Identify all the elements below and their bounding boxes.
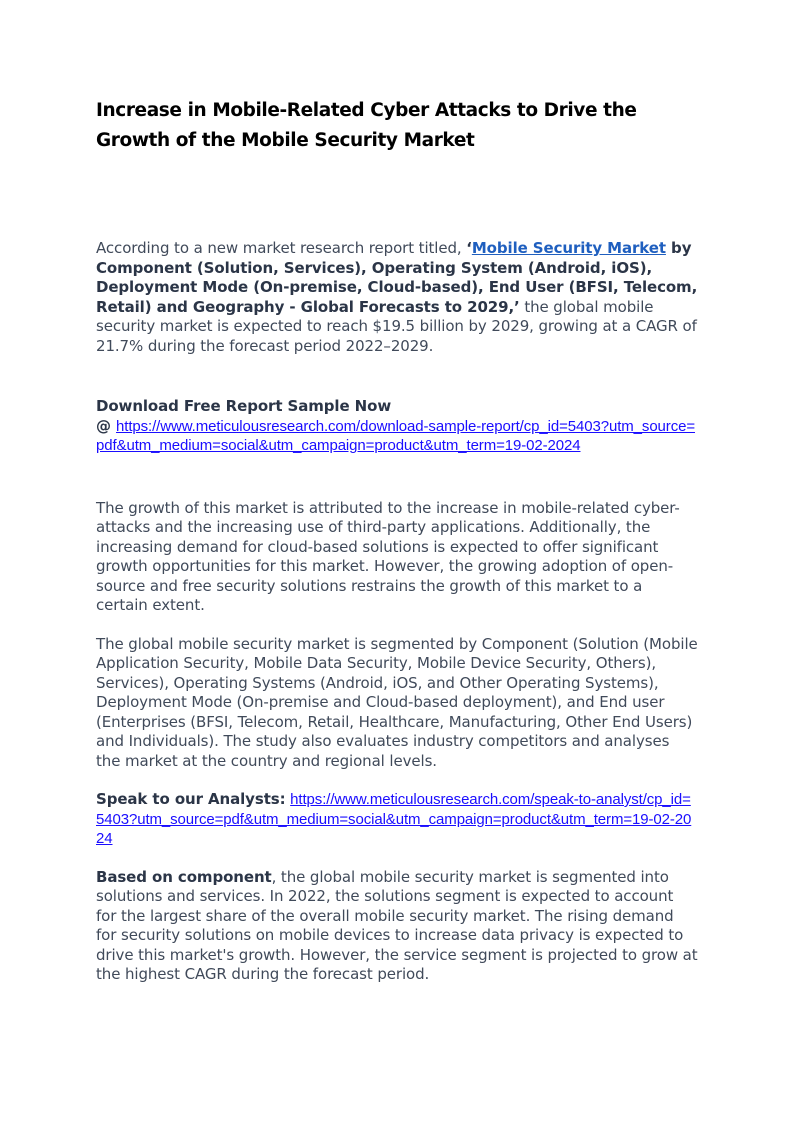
component-bold: Based on component bbox=[96, 867, 272, 886]
component-paragraph bbox=[96, 868, 698, 985]
growth-paragraph: The growth of this market is attributed to the increase in mobile-related cyber-attacks and the increasing use of third-party applications. Additionally, the increasing demand for cloud-based solutions is expected to offer significant growth opportunities for this market. However, the growing adoption of open-source and free security solutions restrains the growth of this market to a certain extent. bbox=[96, 498, 680, 614]
intro-paragraph bbox=[96, 239, 698, 356]
download-sample-link[interactable]: https://www.meticulousresearch.com/download-sample-report/cp_id=5403?utm_source=pdf&utm_medium=social&utm_campaign=product&utm_term=19-02-2024 bbox=[96, 417, 695, 454]
component-text: , the global mobile security market is segmented into solutions and services. In 2022, the solutions segment is expected to account for the largest share of the overall mobile security market. The rising demand for security solutions on mobile devices to increase data privacy is expected to drive this market's growth. However, the service segment is projected to grow at the highest CAGR during the forecast period. bbox=[96, 867, 698, 983]
page-title: Increase in Mobile-Related Cyber Attacks to Drive the Growth of the Mobile Security Market bbox=[96, 100, 637, 151]
download-at: @ bbox=[96, 416, 117, 435]
intro-quote-open: ‘ bbox=[466, 239, 472, 257]
intro-lead: According to a new market research report titled, bbox=[96, 239, 467, 257]
mobile-security-market-link[interactable]: Mobile Security Market bbox=[471, 239, 666, 257]
download-section bbox=[96, 397, 698, 456]
download-heading: Download Free Report Sample Now bbox=[96, 397, 392, 415]
download-link-line bbox=[96, 417, 698, 456]
analysts-label: Speak to our Analysts: bbox=[96, 790, 286, 808]
document-page bbox=[96, 96, 698, 985]
segment-paragraph: The global mobile security market is segmented by Component (Solution (Mobile Application Security, Mobile Data Security, Mobile Device Security, Others), Services), Operating Systems (Android, iOS, and Other Operating Systems), Deployment Mode (On-premise and Cloud-based deployment), and End user (Enterprises (BFSI, Telecom, Retail, Healthcare, Manufacturing, Other End Users) and Individuals). The study also evaluates industry competitors and analyses the market at the country and regional levels. bbox=[96, 634, 698, 770]
speak-to-analyst-link[interactable]: https://www.meticulousresearch.com/speak-to-analyst/cp_id=5403?utm_source=pdf&utm_medium=social&utm_campaign=product&utm_term=19-02-2024 bbox=[96, 791, 692, 847]
analysts-paragraph bbox=[96, 790, 698, 849]
intro-report-title: by Component (Solution, Services), Operating System (Android, iOS), Deployment Mode (On-premise, Cloud-based), End User (BFSI, Telecom, Retail) and Geography - Global Forecasts to 2029,’ bbox=[96, 239, 698, 316]
intro-tail: the global mobile security market is expected to reach $19.5 billion by 2029, growing at a CAGR of 21.7% during the forecast period 2022–2029. bbox=[96, 297, 697, 355]
